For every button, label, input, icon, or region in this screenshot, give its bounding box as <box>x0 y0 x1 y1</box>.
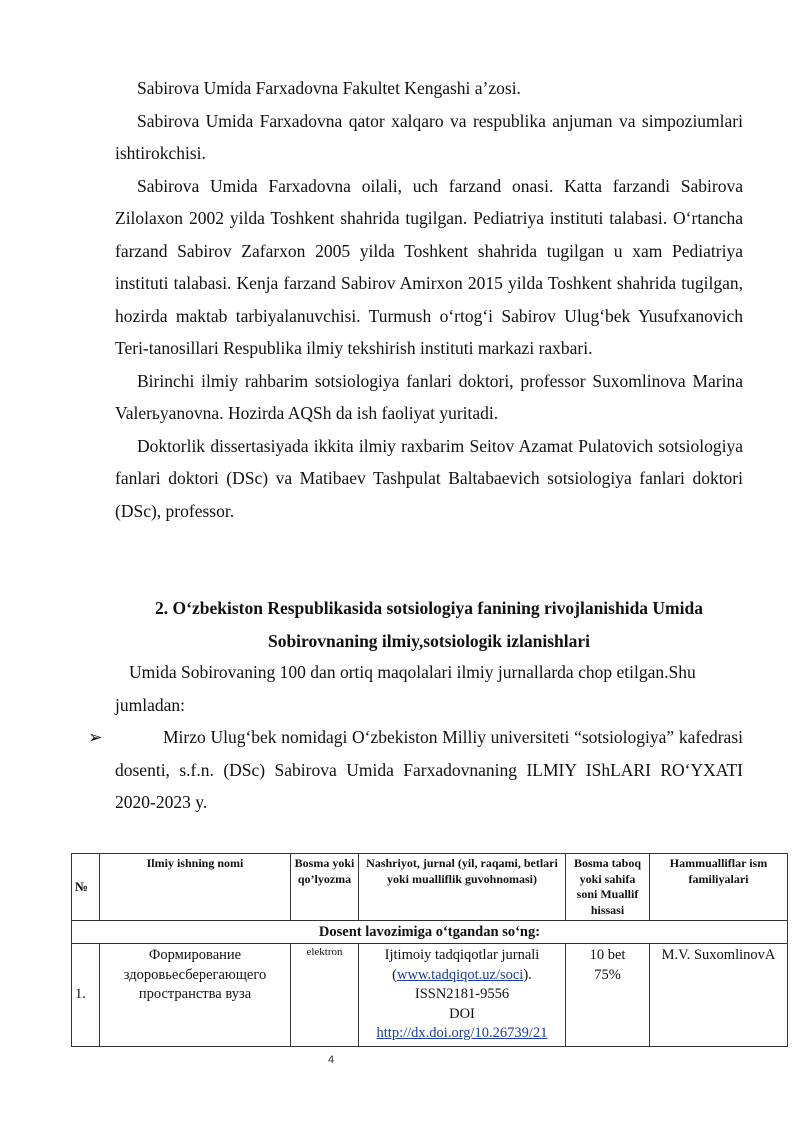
biography-text <box>115 72 743 527</box>
column-header-number: № <box>72 854 100 921</box>
paren-open: ( <box>392 966 398 983</box>
doi-label: DOI <box>449 1005 475 1022</box>
section-heading-line: Sobirovnaning ilmiy,sotsiologik izlanishlari <box>267 630 591 651</box>
journal-link[interactable]: www.tadqiqot.uz/soci <box>397 966 524 983</box>
table-row <box>72 944 788 1047</box>
paragraph: Birinchi ilmiy rahbarim sotsiologiya fanlari doktori, professor Suxomlinova Marina Valerьyanovna. Hozirda AQSh da ish faoliyat yuritadi. <box>115 370 743 423</box>
cell-coauthors: M.V. SuxomlinovA <box>650 944 788 1047</box>
publications-table <box>71 853 788 1047</box>
arrow-bullet-icon: ➢ <box>88 727 103 747</box>
journal-name: Ijtimoiy tadqiqotlar jurnali <box>384 947 540 963</box>
column-header-type: Bosma yoki qo’lyozma <box>291 854 359 921</box>
cell-pages <box>566 944 650 1047</box>
bullet-text: Mirzo Ulug‘bek nomidagi O‘zbekiston Milliy universiteti “sotsiologiya” kafedrasi dosenti, s.f.n. (DSc) Sabirova Umida Farxadovnaning ILMIY IShLARI RO‘YXATI 2020-2023 y. <box>115 727 743 812</box>
cell-title: Формирование здоровьесберегающего пространства вуза <box>100 944 291 1047</box>
intro-paragraph: Umida Sobirovaning 100 dan ortiq maqolalari ilmiy jurnallarda chop etilgan.Shu jumladan: <box>115 662 696 715</box>
paragraph: Sabirova Umida Farxadovna Fakultet Kengashi a’zosi. <box>137 78 521 98</box>
column-header-name: Ilmiy ishning nomi <box>100 854 291 921</box>
paren-close: ). <box>523 966 532 983</box>
column-header-publisher: Nashriyot, jurnal (yil, raqami, betlari yoki mualliflik guvohnomasi) <box>359 854 566 921</box>
page-count: 10 bet <box>589 947 626 963</box>
author-share: 75% <box>594 966 621 983</box>
page-number: 4 <box>328 1054 335 1066</box>
issn: ISSN2181-9556 <box>414 986 510 1002</box>
paragraph: Sabirova Umida Farxadovna oilali, uch farzand onasi. Katta farzandi Sabirova Zilolaxon 2002 yilda Toshkent shahrida tugilgan. Pediatriya instituti talabasi. O‘rtancha farzand Sabirov Zafarxon 2005 yilda Toshkent shahrida tugilgan u xam Pediatriya instituti talabasi. Kenja farzand Sabirov Amirxon 2015 yilda Toshkent shahrida tugilgan, hozirda maktab tarbiyalanuvchisi. Turmush o‘rtog‘i Sabirov Ulug‘bek Yusufxanovich Teri-tanosillari Respublika ilmiy tekshirish instituti markazi raxbari. <box>115 175 743 358</box>
column-header-coauthors: Hammualliflar ism familiyalari <box>650 854 788 921</box>
section-row-label: Dosent lavozimiga o‘tgandan so‘ng: <box>72 921 788 944</box>
section-heading <box>115 592 743 657</box>
paragraph: Sabirova Umida Farxadovna qator xalqaro va respublika anjuman va simpoziumlari ishtirokchisi. <box>115 110 743 163</box>
section-heading-line: 2. O‘zbekiston Respublikasida sotsiologiya fanining rivojlanishida Umida <box>155 598 703 618</box>
doi-link[interactable]: http://dx.doi.org/10.26739/21 <box>376 1025 548 1041</box>
table-header-row <box>72 854 788 921</box>
column-header-pages: Bosma taboq yoki sahifa soni Muallif hissasi <box>566 854 650 921</box>
table-section-row <box>72 921 788 944</box>
paragraph: Doktorlik dissertasiyada ikkita ilmiy raxbarim Seitov Azamat Pulatovich sotsiologiya fanlari doktori (DSc) va Matibaev Tashpulat Baltabaevich sotsiologiya fanlari doktori (DSc), professor. <box>115 435 743 521</box>
cell-publisher <box>359 944 566 1047</box>
bullet-item <box>88 721 743 819</box>
cell-type: elektron <box>291 944 359 1047</box>
journal-url-line <box>362 966 562 986</box>
cell-number: 1. <box>72 944 100 1047</box>
